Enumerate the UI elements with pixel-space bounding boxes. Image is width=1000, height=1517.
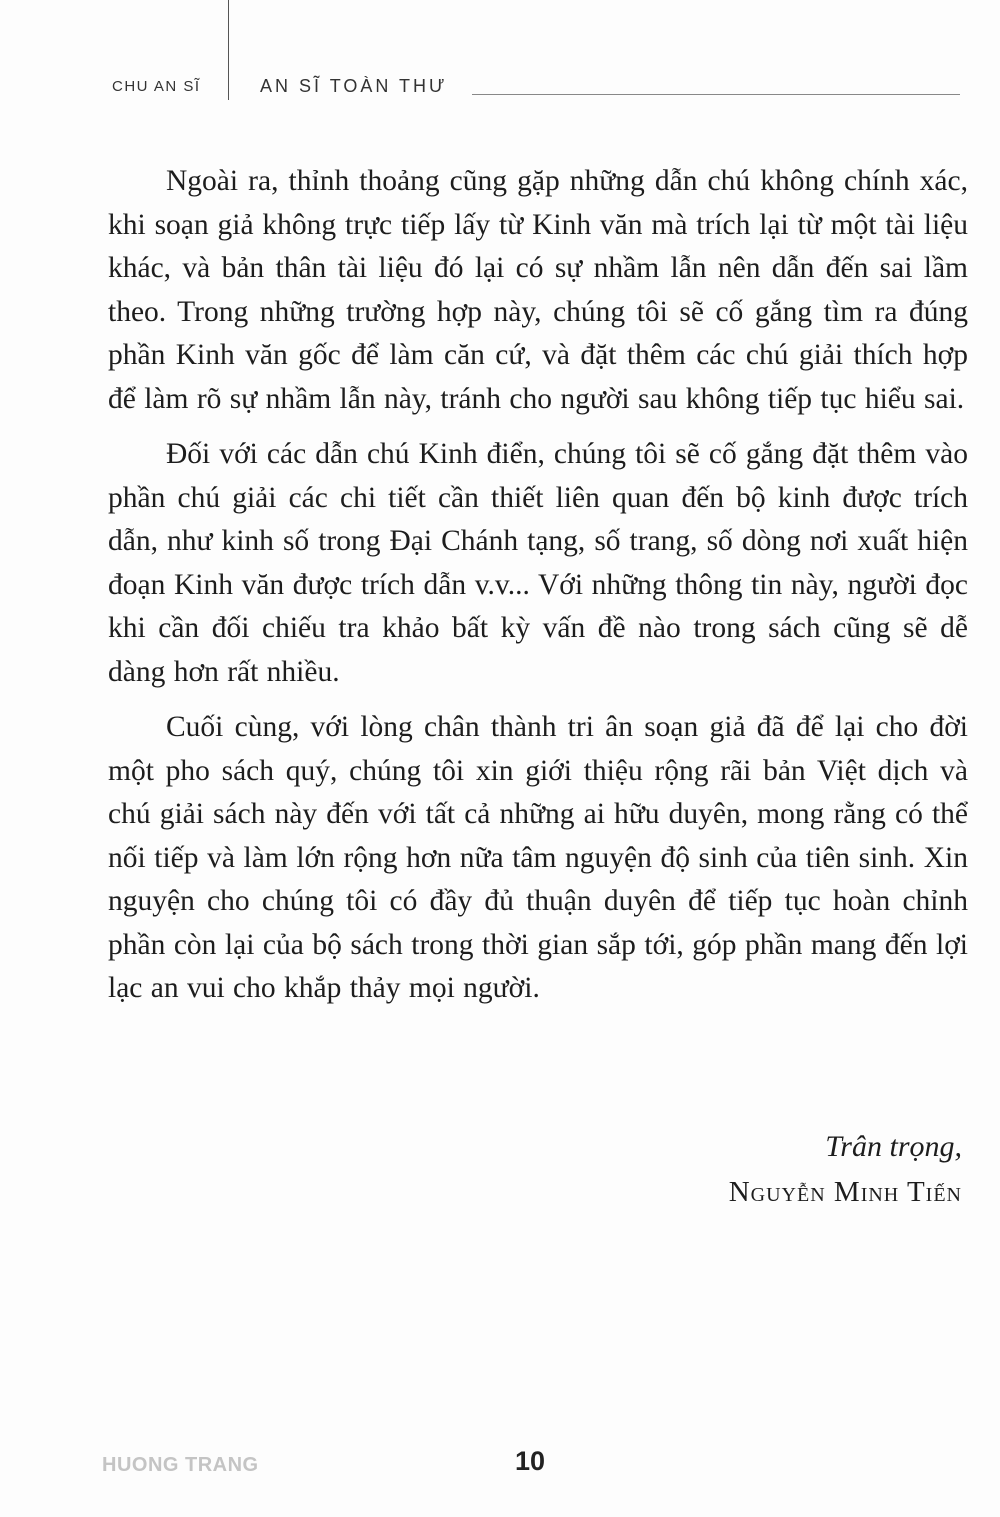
header-book-title: AN SĨ TOÀN THƯ bbox=[260, 76, 448, 96]
signature-closing: Trân trọng, bbox=[825, 1130, 962, 1163]
running-header bbox=[112, 76, 960, 100]
signature-name: Nguyễn Minh Tiến bbox=[728, 1176, 962, 1208]
header-author: CHU AN SĨ bbox=[112, 78, 201, 95]
publisher-logo: HUONG TRANG bbox=[102, 1454, 259, 1476]
page-number: 10 bbox=[514, 1446, 546, 1476]
paragraph: Ngoài ra, thỉnh thoảng cũng gặp những dẫn chú không chính xác, khi soạn giả không trực tiếp lấy từ Kinh văn mà trích lại từ một tài liệu khác, và bản thân tài liệu đó lại có sự nhầm lẫn nên dẫn đến sai lầm theo. Trong những trường hợp này, chúng tôi sẽ cố gắng tìm ra đúng phần Kinh văn gốc để làm căn cứ, và đặt thêm các chú giải thích hợp để làm rõ sự nhầm lẫn này, tránh cho người sau không tiếp tục hiểu sai. bbox=[108, 165, 968, 415]
paragraph: Cuối cùng, với lòng chân thành tri ân soạn giả đã để lại cho đời một pho sách quý, chúng tôi xin giới thiệu rộng rãi bản Việt dịch và chú giải sách này đến với tất cả những ai hữu duyên, mong rằng có thể nối tiếp và làm lớn rộng hơn nữa tâm nguyện độ sinh của tiên sinh. Xin nguyện cho chúng tôi có đầy đủ thuận duyên để tiếp tục hoàn chỉnh phần còn lại của bộ sách trong thời gian sắp tới, góp phần mang đến lợi lạc an vui cho khắp thảy mọi người. bbox=[108, 711, 968, 1004]
page-body bbox=[108, 160, 968, 1023]
header-rule bbox=[472, 94, 960, 95]
paragraph: Đối với các dẫn chú Kinh điển, chúng tôi sẽ cố gắng đặt thêm vào phần chú giải các chi tiết cần thiết liên quan đến bộ kinh được trích dẫn, như kinh số trong Đại Chánh tạng, số trang, số dòng nơi xuất hiện đoạn Kinh văn được trích dẫn v.v... Với những thông tin này, người đọc khi cần đối chiếu tra khảo bất kỳ vấn đề nào trong sách cũng sẽ dễ dàng hơn rất nhiều. bbox=[108, 438, 968, 688]
